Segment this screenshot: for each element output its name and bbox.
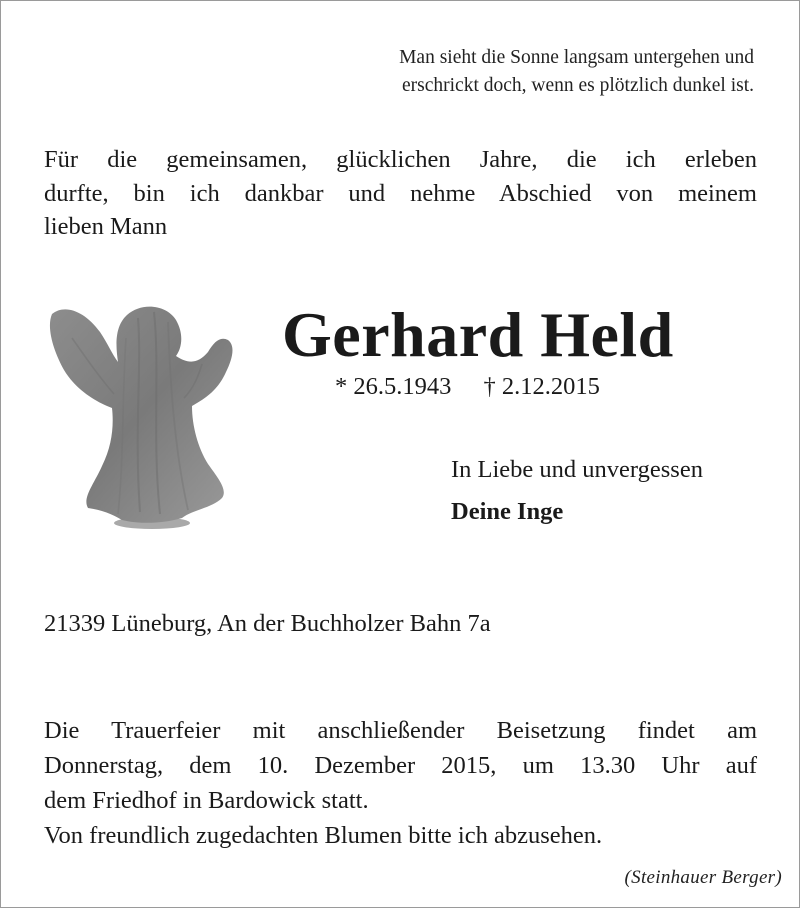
- funeral-service-text: [44, 713, 757, 818]
- intro-line-3: lieben Mann: [44, 213, 168, 240]
- quote-line-2: erschrickt doch, wenn es plötzlich dunkel ist.: [402, 75, 754, 96]
- service-line-1: Die Trauerfeier mit anschließender Beisetzung findet am: [44, 717, 757, 744]
- birth-date: * 26.5.1943: [335, 373, 452, 400]
- farewell-line: In Liebe und unvergessen: [451, 456, 703, 483]
- intro-line-1: Für die gemeinsamen, glücklichen Jahre, die ich erleben: [44, 146, 757, 173]
- funeral-home-brand: (Steinhauer Berger): [624, 867, 782, 888]
- signature: Deine Inge: [451, 498, 564, 525]
- intro-text: [44, 143, 757, 244]
- deceased-name: Gerhard Held: [282, 299, 674, 370]
- service-line-3: dem Friedhof in Bardowick statt.: [44, 787, 369, 814]
- wooden-angel-icon: [42, 298, 242, 534]
- intro-line-2: durfte, bin ich dankbar und nehme Abschied von meinem: [44, 179, 757, 207]
- death-date: † 2.12.2015: [483, 373, 600, 400]
- life-dates: [335, 371, 600, 403]
- flowers-note: Von freundlich zugedachten Blumen bitte ich abzusehen.: [44, 822, 603, 849]
- service-line-2: Donnerstag, dem 10. Dezember 2015, um 13.30 Uhr auf: [44, 752, 757, 779]
- quote-line-1: Man sieht die Sonne langsam untergehen und: [399, 47, 754, 68]
- address: 21339 Lüneburg, An der Buchholzer Bahn 7a: [44, 610, 491, 637]
- epigraph-quote: [284, 44, 754, 100]
